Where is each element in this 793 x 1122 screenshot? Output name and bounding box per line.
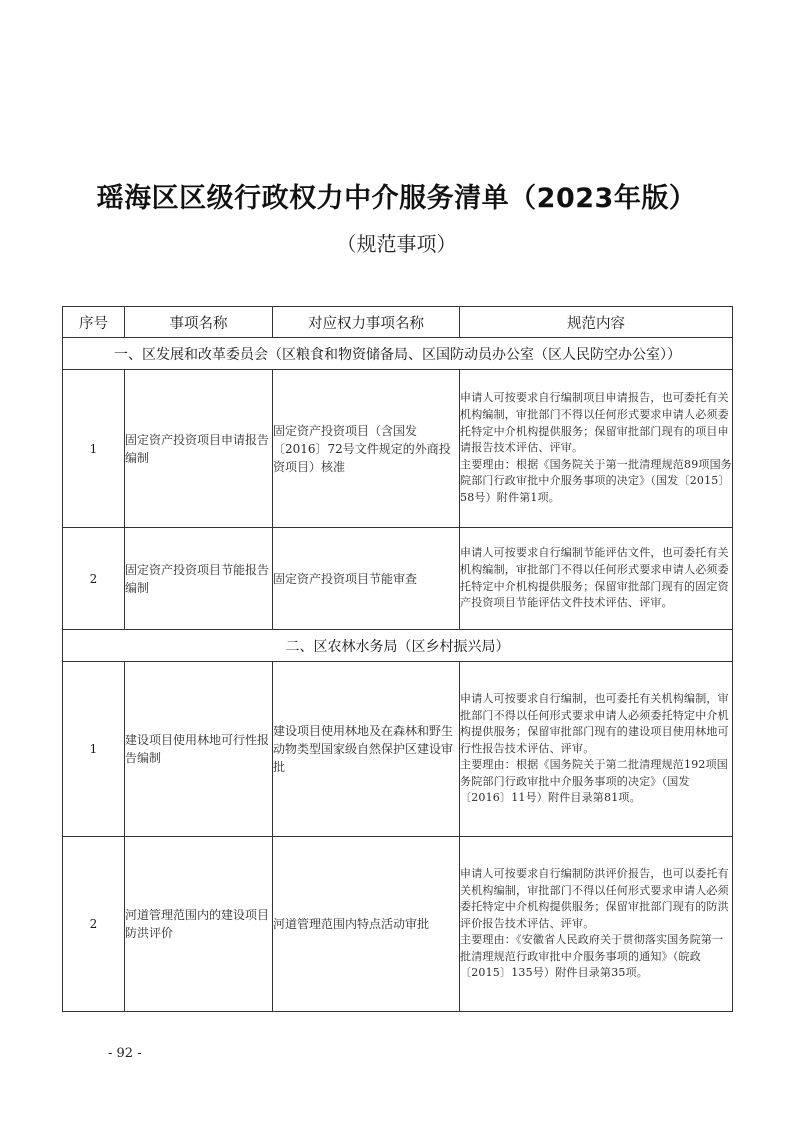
row-content-reason: 主要理由：根据《国务院关于第一批清理规范89项国务院部门行政审批中介服务事项的决定》（国发〔2015〕58号）附件第1项。	[460, 457, 732, 504]
header-item-name: 事项名称	[125, 307, 273, 338]
row-power-name: 河道管理范围内特点活动审批	[273, 837, 460, 1012]
row-item-name: 河道管理范围内的建设项目防洪评价	[125, 837, 273, 1012]
row-content	[460, 837, 733, 1012]
table-row	[63, 662, 733, 837]
page-number: - 92 -	[108, 1046, 142, 1061]
header-content: 规范内容	[460, 307, 733, 338]
row-content-text: 申请人可按要求自行编制项目申请报告，也可委托有关机构编制，审批部门不得以任何形式要求申请人必须委托特定中介机构提供服务；保留审批部门现有的项目申请报告技术评估、评审。	[460, 391, 729, 455]
row-power-name: 建设项目使用林地及在森林和野生动物类型国家级自然保护区建设审批	[273, 662, 460, 837]
row-power-name: 固定资产投资项目（含国发〔2016〕72号文件规定的外商投资项目）核准	[273, 370, 460, 528]
row-content-text: 申请人可按要求自行编制，也可委托有关机构编制，审批部门不得以任何形式要求申请人必须委托特定中介机构提供服务；保留审批部门现有的建设项目使用林地可行性报告技术评估、评审。	[460, 691, 729, 755]
section-heading: 二、区农林水务局（区乡村振兴局）	[63, 630, 733, 662]
row-content-text: 申请人可按要求自行编制防洪评价报告，也可以委托有关机构编制，审批部门不得以任何形式要求申请人必须委托特定中介机构提供服务；保留审批部门现有的防洪评价报告技术评估、评审。	[460, 866, 729, 930]
header-seq: 序号	[63, 307, 125, 338]
table-row	[63, 370, 733, 528]
section-heading-row	[63, 338, 733, 370]
table-row	[63, 837, 733, 1012]
table-row	[63, 528, 733, 630]
row-content-text: 申请人可按要求自行编制节能评估文件，也可委托有关机构编制，审批部门不得以任何形式要求申请人必须委托特定中介机构提供服务；保留审批部门现有的固定资产投资项目节能评估文件技术评估、评审。	[460, 546, 729, 610]
section-heading-row	[63, 630, 733, 662]
row-seq: 1	[63, 370, 125, 528]
table-header-row	[63, 307, 733, 338]
section-heading: 一、区发展和改革委员会（区粮食和物资储备局、区国防动员办公室（区人民防空办公室））	[63, 338, 733, 370]
row-seq: 1	[63, 662, 125, 837]
row-item-name: 固定资产投资项目节能报告编制	[125, 528, 273, 630]
row-content-reason: 主要理由：《安徽省人民政府关于贯彻落实国务院第一批清理规范行政审批中介服务事项的通知》（皖政〔2015〕135号）附件目录第35项。	[460, 933, 724, 980]
document-subtitle: （规范事项）	[336, 232, 457, 256]
row-seq: 2	[63, 528, 125, 630]
row-content	[460, 528, 733, 630]
row-power-name: 固定资产投资项目节能审查	[273, 528, 460, 630]
row-seq: 2	[63, 837, 125, 1012]
row-content	[460, 662, 733, 837]
intermediary-service-table	[62, 306, 733, 1012]
row-item-name: 建设项目使用林地可行性报告编制	[125, 662, 273, 837]
document-title: 瑶海区区级行政权力中介服务清单（2023年版）	[96, 183, 697, 214]
row-content	[460, 370, 733, 528]
row-content-reason: 主要理由：根据《国务院关于第二批清理规范192项国务院部门行政审批中介服务事项的决定》（国发〔2016〕11号）附件目录第81项。	[460, 758, 728, 805]
header-power-name: 对应权力事项名称	[273, 307, 460, 338]
row-item-name: 固定资产投资项目申请报告编制	[125, 370, 273, 528]
